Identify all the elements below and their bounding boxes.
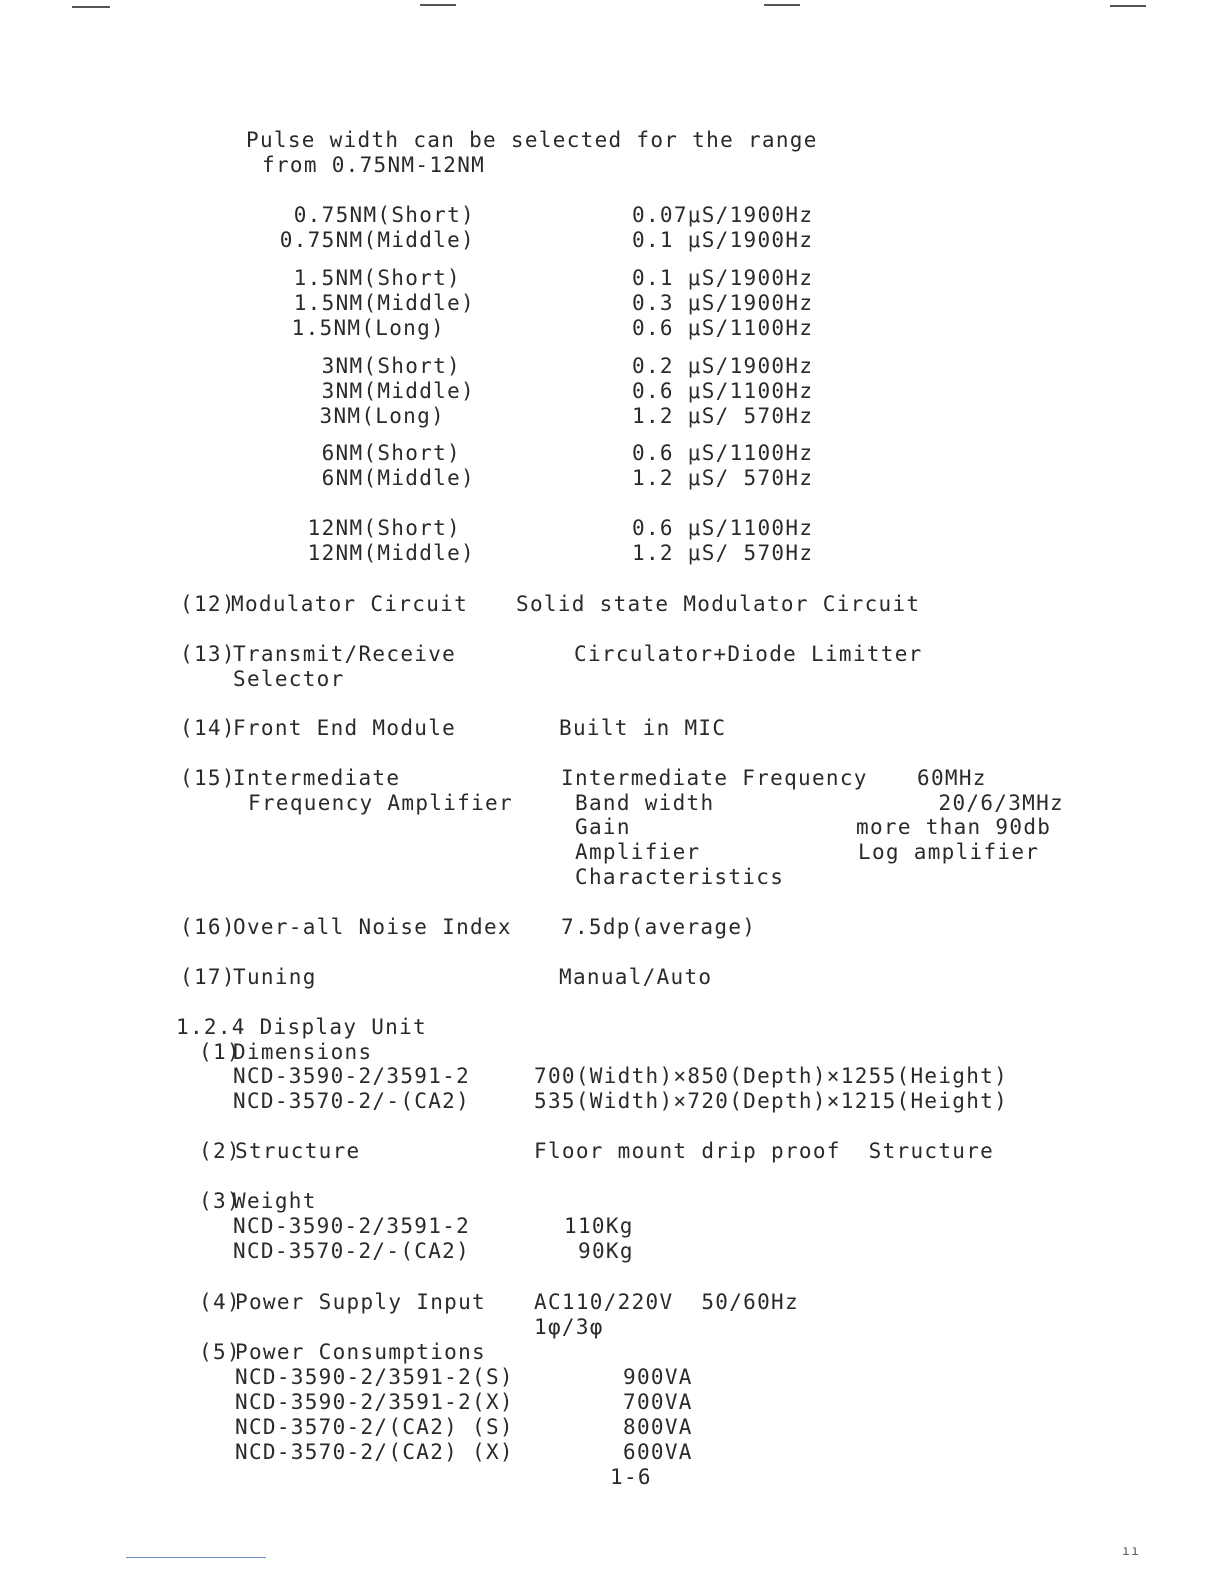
- model-name: NCD-3570-2/(CA2) (S): [235, 1415, 514, 1439]
- power-value: 900VA: [623, 1365, 693, 1389]
- pulse-range: 1.5NM(Long): [291, 316, 445, 340]
- model-name: NCD-3570-2/-(CA2): [233, 1239, 471, 1263]
- item-number: (17): [180, 965, 236, 989]
- item-number: (2): [199, 1139, 241, 1163]
- power-value: 600VA: [623, 1440, 693, 1464]
- pulse-value: 0.6 μS/1100Hz: [632, 379, 814, 403]
- gain-value: more than 90db: [856, 815, 1052, 839]
- item-value: Manual/Auto: [559, 965, 713, 989]
- item-label: Tuning: [233, 965, 317, 989]
- model-name: NCD-3570-2/-(CA2): [233, 1089, 471, 1113]
- pulse-value: 0.1 μS/1900Hz: [632, 228, 814, 252]
- scan-mark: [72, 6, 110, 8]
- item-label-cont: Frequency Amplifier: [248, 791, 513, 815]
- amp-label-cont: Characteristics: [575, 865, 785, 889]
- pulse-range: 0.75NM(Short): [293, 203, 475, 227]
- item-label: Transmit/Receive: [233, 642, 457, 666]
- pulse-value: 0.07μS/1900Hz: [632, 203, 814, 227]
- item-number: (16): [180, 915, 236, 939]
- pulse-value: 0.2 μS/1900Hz: [632, 354, 814, 378]
- item-value: 7.5dp(average): [561, 915, 757, 939]
- if-value: 60MHz: [917, 766, 987, 790]
- item-number: (5): [199, 1340, 241, 1364]
- item-number: (3): [199, 1189, 241, 1213]
- item-label: Power Supply Input: [235, 1290, 486, 1314]
- model-name: NCD-3590-2/3591-2: [233, 1064, 471, 1088]
- intro-line-2: from 0.75NM-12NM: [262, 153, 486, 177]
- item-label: Front End Module: [233, 716, 457, 740]
- pulse-value: 0.6 μS/1100Hz: [632, 316, 814, 340]
- item-value: Solid state Modulator Circuit: [516, 592, 921, 616]
- power-value: 700VA: [623, 1390, 693, 1414]
- item-label: Intermediate: [233, 766, 401, 790]
- model-name: NCD-3590-2/3591-2(S): [235, 1365, 514, 1389]
- item-number: (1): [199, 1040, 241, 1064]
- power-value: 800VA: [623, 1415, 693, 1439]
- item-label-cont: Selector: [233, 667, 345, 691]
- page-number: 1-6: [610, 1465, 652, 1489]
- item-label: Modulator Circuit: [231, 592, 469, 616]
- item-value: Circulator+Diode Limitter: [574, 642, 923, 666]
- section-heading: 1.2.4 Display Unit: [176, 1015, 427, 1039]
- amp-label: Amplifier: [575, 840, 701, 864]
- item-number: (12): [180, 592, 236, 616]
- model-name: NCD-3570-2/(CA2) (X): [235, 1440, 514, 1464]
- weight-value: 110Kg: [564, 1214, 634, 1238]
- dimension-value: 700(Width)×850(Depth)×1255(Height): [534, 1064, 1009, 1088]
- pulse-value: 1.2 μS/ 570Hz: [632, 404, 814, 428]
- pulse-range: 3NM(Long): [319, 404, 445, 428]
- item-number: (15): [180, 766, 236, 790]
- pulse-value: 0.6 μS/1100Hz: [632, 441, 814, 465]
- pulse-value: 0.6 μS/1100Hz: [632, 516, 814, 540]
- scan-mark: [1110, 5, 1146, 7]
- item-label: Weight: [233, 1189, 317, 1213]
- item-label: Dimensions: [233, 1040, 373, 1064]
- item-number: (14): [180, 716, 236, 740]
- pulse-range: 1.5NM(Middle): [293, 291, 475, 315]
- item-label: Structure: [235, 1139, 361, 1163]
- pulse-range: 6NM(Middle): [321, 466, 475, 490]
- scan-line: [126, 1557, 266, 1558]
- pulse-value: 1.2 μS/ 570Hz: [632, 541, 814, 565]
- item-number: (13): [180, 642, 236, 666]
- gain-label: Gain: [575, 815, 631, 839]
- intro-line-1: Pulse width can be selected for the range: [246, 128, 818, 152]
- scan-mark: [764, 4, 800, 6]
- pulse-range: 3NM(Middle): [321, 379, 475, 403]
- pulse-value: 1.2 μS/ 570Hz: [632, 466, 814, 490]
- pulse-value: 0.1 μS/1900Hz: [632, 266, 814, 290]
- item-label: Power Consumptions: [235, 1340, 486, 1364]
- weight-value: 90Kg: [578, 1239, 634, 1263]
- item-number: (4): [199, 1290, 241, 1314]
- bandwidth-value: 20/6/3MHz: [938, 791, 1064, 815]
- corner-mark: ıı: [1122, 1544, 1141, 1559]
- pulse-value: 0.3 μS/1900Hz: [632, 291, 814, 315]
- if-label: Intermediate Frequency: [561, 766, 868, 790]
- item-value: AC110/220V 50/60Hz: [534, 1290, 799, 1314]
- model-name: NCD-3590-2/3591-2: [233, 1214, 471, 1238]
- pulse-range: 0.75NM(Middle): [279, 228, 475, 252]
- amp-value: Log amplifier: [858, 840, 1040, 864]
- bandwidth-label: Band width: [575, 791, 715, 815]
- item-value-cont: 1φ/3φ: [534, 1315, 604, 1339]
- item-label: Over-all Noise Index: [233, 915, 512, 939]
- scan-mark: [420, 4, 456, 6]
- dimension-value: 535(Width)×720(Depth)×1215(Height): [534, 1089, 1009, 1113]
- pulse-range: 12NM(Short): [307, 516, 461, 540]
- pulse-range: 1.5NM(Short): [293, 266, 461, 290]
- pulse-range: 6NM(Short): [321, 441, 461, 465]
- model-name: NCD-3590-2/3591-2(X): [235, 1390, 514, 1414]
- pulse-range: 12NM(Middle): [307, 541, 475, 565]
- pulse-range: 3NM(Short): [321, 354, 461, 378]
- item-value: Floor mount drip proof Structure: [534, 1139, 995, 1163]
- item-value: Built in MIC: [559, 716, 727, 740]
